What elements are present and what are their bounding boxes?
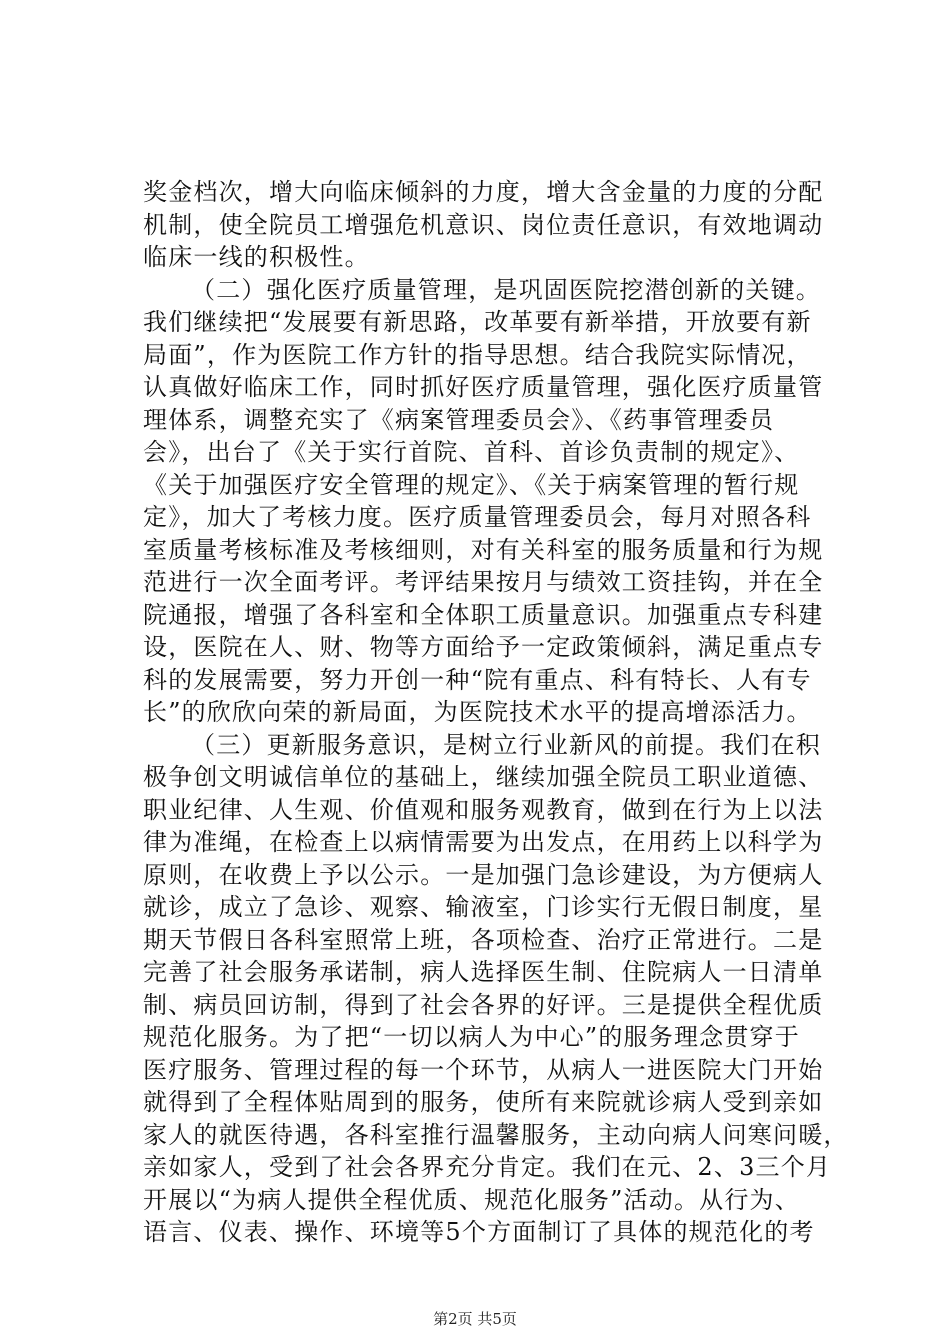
text-line: 院通报，增强了各科室和全体职工质量意识。加强重点专科建 (143, 600, 824, 629)
text-line: 原则，在收费上予以公示。一是加强门急诊建设，为方便病人 (143, 860, 824, 889)
text-line: 室质量考核标准及考核细则，对有关科室的服务质量和行为规 (143, 535, 824, 564)
text-line: 定》，加大了考核力度。医疗质量管理委员会，每月对照各科 (143, 503, 812, 531)
text-line: 极争创文明诚信单位的基础上，继续加强全院员工职业道德、 (143, 763, 824, 791)
text-line: 临床一线的积极性。 (143, 243, 370, 271)
text-line: 制、病员回访制，得到了社会各界的好评。三是提供全程优质 (143, 990, 824, 1019)
text-line: 长”的欣欣向荣的新局面，为医院技术水平的提高增添活力。 (143, 698, 812, 726)
text-line: 期天节假日各科室照常上班，各项检查、治疗正常进行。二是 (143, 925, 824, 954)
page-footer: 第2页 共5页 (433, 1310, 517, 1328)
text-line: 认真做好临床工作，同时抓好医疗质量管理，强化医疗质量管 (143, 373, 824, 401)
text-line: 语言、仪表、操作、环境等5个方面制订了具体的规范化的考 (143, 1218, 815, 1246)
text-line: 亲如家人，受到了社会各界充分肯定。我们在元、2、3三个月 (143, 1153, 832, 1181)
text-line: 家人的就医待遇，各科室推行温馨服务，主动向病人问寒问暖， (143, 1120, 849, 1149)
text-line: 规范化服务。为了把“一切以病人为中心”的服务理念贯穿于 (143, 1023, 800, 1051)
text-line: 开展以“为病人提供全程优质、规范化服务”活动。从行为、 (143, 1185, 800, 1214)
text-line: 完善了社会服务承诺制，病人选择医生制、住院病人一日清单 (143, 958, 824, 986)
text-line: 机制，使全院员工增强危机意识、岗位责任意识，有效地调动 (143, 210, 824, 239)
text-line: 医疗服务、管理过程的每一个环节，从病人一进医院大门开始 (143, 1055, 824, 1084)
text-line: 《关于加强医疗安全管理的规定》、《关于病案管理的暂行规 (143, 470, 800, 499)
text-line: 奖金档次，增大向临床倾斜的力度，增大含金量的力度的分配 (143, 178, 824, 206)
text-line: 理体系，调整充实了《病案管理委员会》、《药事管理委员 (143, 405, 775, 434)
body-text (143, 176, 849, 1249)
text-line: 设，医院在人、财、物等方面给予一定政策倾斜，满足重点专 (143, 633, 824, 661)
text-line: 会》，出台了《关于实行首院、首科、首诊负责制的规定》、 (143, 438, 800, 466)
text-line: 就诊，成立了急诊、观察、输液室，门诊实行无假日制度，星 (143, 893, 824, 921)
paragraph-start-line: （三）更新服务意识，是树立行业新风的前提。我们在积 (191, 730, 821, 759)
paragraph-start-line: （二）强化医疗质量管理，是巩固医院挖潜创新的关键。 (191, 275, 821, 304)
text-line: 局面”，作为医院工作方针的指导思想。结合我院实际情况， (143, 340, 812, 369)
text-line: 范进行一次全面考评。考评结果按月与绩效工资挂钩，并在全 (143, 568, 824, 596)
text-line: 我们继续把“发展要有新思路，改革要有新举措，开放要有新 (143, 308, 812, 336)
text-line: 就得到了全程体贴周到的服务，使所有来院就诊病人受到亲如 (143, 1088, 824, 1116)
text-line: 职业纪律、人生观、价值观和服务观教育，做到在行为上以法 (143, 795, 824, 824)
text-line: 科的发展需要，努力开创一种“院有重点、科有特长、人有专 (143, 665, 812, 694)
text-line: 律为准绳，在检查上以病情需要为出发点，在用药上以科学为 (143, 828, 824, 856)
